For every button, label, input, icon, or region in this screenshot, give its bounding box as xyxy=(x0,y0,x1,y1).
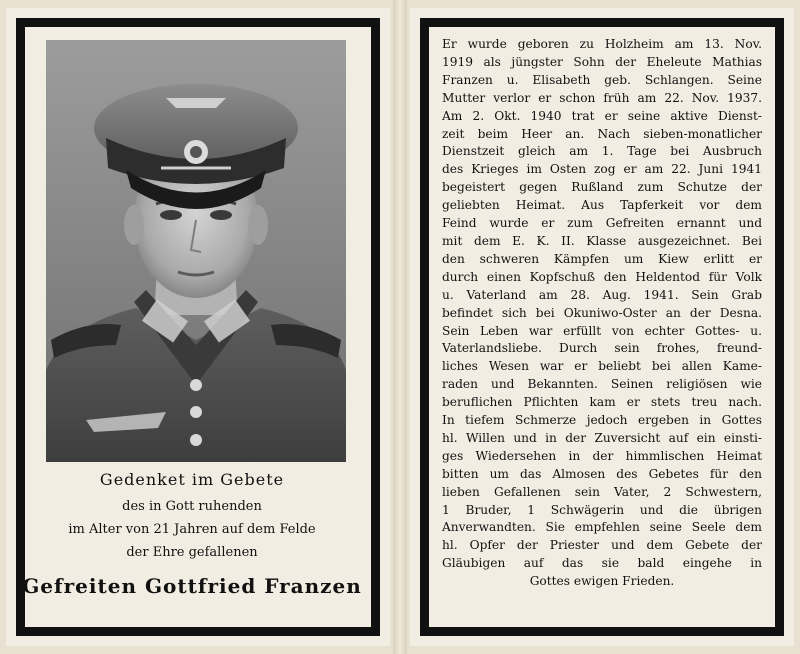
bio-line: Sein Leben war erfüllt von echter Gottes- u. xyxy=(442,323,762,338)
bio-line: 1 Bruder, 1 Schwägerin und die übrigen xyxy=(442,502,762,517)
bio-line: 1919 als jüngster Sohn der Eheleute Mathias xyxy=(442,54,762,69)
bio-line: liches Wesen war er beliebt bei allen Kame- xyxy=(442,359,762,374)
bio-line: bitten um das Almosen des Gebetes für den xyxy=(442,466,762,481)
bio-line: beruflichen Pflichten kam er stets treu nach. xyxy=(442,395,762,410)
bio-line: Anverwandten. Sie empfehlen seine Seele dem xyxy=(442,520,762,535)
bio-line: mit dem E. K. II. Klasse ausgezeichnet. Bei xyxy=(442,233,762,248)
memorial-line-1: des in Gott ruhenden xyxy=(122,499,262,514)
deceased-name: Gefreiten Gottfried Franzen xyxy=(22,574,362,598)
bio-line: Gottes ewigen Frieden. xyxy=(529,574,675,589)
bio-line: In tiefem Schmerze jedoch ergeben in Gottes xyxy=(442,413,762,428)
biography-text xyxy=(442,36,762,591)
bio-line: ges Wiedersehen in der himmlischen Heimat xyxy=(442,448,762,463)
memorial-line-3: der Ehre gefallenen xyxy=(126,545,258,560)
bio-line: Franzen u. Elisabeth geb. Schlangen. Seine xyxy=(442,72,762,87)
bio-line: lieben Gefallenen sein Vater, 2 Schwestern, xyxy=(442,484,762,499)
bio-line: begeistert gegen Rußland zum Schutze der xyxy=(442,180,762,195)
bio-line: befindet sich bei Okuniwo-Oster an der Desna. xyxy=(442,305,762,320)
bio-line: durch einen Kopfschuß den Heldentod für Volk xyxy=(442,269,762,284)
soldier-portrait xyxy=(46,40,346,462)
bio-line: Er wurde geboren zu Holzheim am 13. Nov. xyxy=(442,37,762,51)
bio-line: Dienstzeit gleich am 1. Tage bei Ausbruch xyxy=(442,144,762,159)
bio-line: Am 2. Okt. 1940 trat er seine aktive Dienst- xyxy=(442,108,762,123)
memorial-line-2: im Alter von 21 Jahren auf dem Felde xyxy=(68,522,316,537)
bio-line: hl. Opfer der Priester und dem Gebete der xyxy=(442,538,762,553)
bio-line: Feind wurde er zum Gefreiten ernannt und xyxy=(442,216,762,231)
bio-line: raden und Bekannten. Seinen religiösen wie xyxy=(442,377,762,392)
bio-line: geliebten Heimat. Aus Tapferkeit vor dem xyxy=(442,198,762,213)
memorial-heading: Gedenket im Gebete xyxy=(99,470,285,489)
bio-line: Gläubigen auf das sie bald eingehe in xyxy=(442,556,762,571)
bio-line: des Krieges im Osten zog er am 22. Juni 1941 xyxy=(442,162,762,177)
portrait-photo xyxy=(46,40,346,462)
bio-line: u. Vaterland am 28. Aug. 1941. Sein Grab xyxy=(442,287,762,302)
bio-line: hl. Willen und in der Zuversicht auf ein einsti- xyxy=(442,430,762,445)
bio-line: den schweren Kämpfen um Kiew erlitt er xyxy=(442,251,762,266)
bio-line: Mutter verlor er schon früh am 22. Nov. 1937. xyxy=(442,90,762,105)
card-fold xyxy=(393,0,407,654)
bio-line: zeit beim Heer an. Nach sieben-monatlicher xyxy=(442,126,762,141)
bio-line: Vaterlandsliebe. Durch sein frohes, freund- xyxy=(442,341,762,356)
